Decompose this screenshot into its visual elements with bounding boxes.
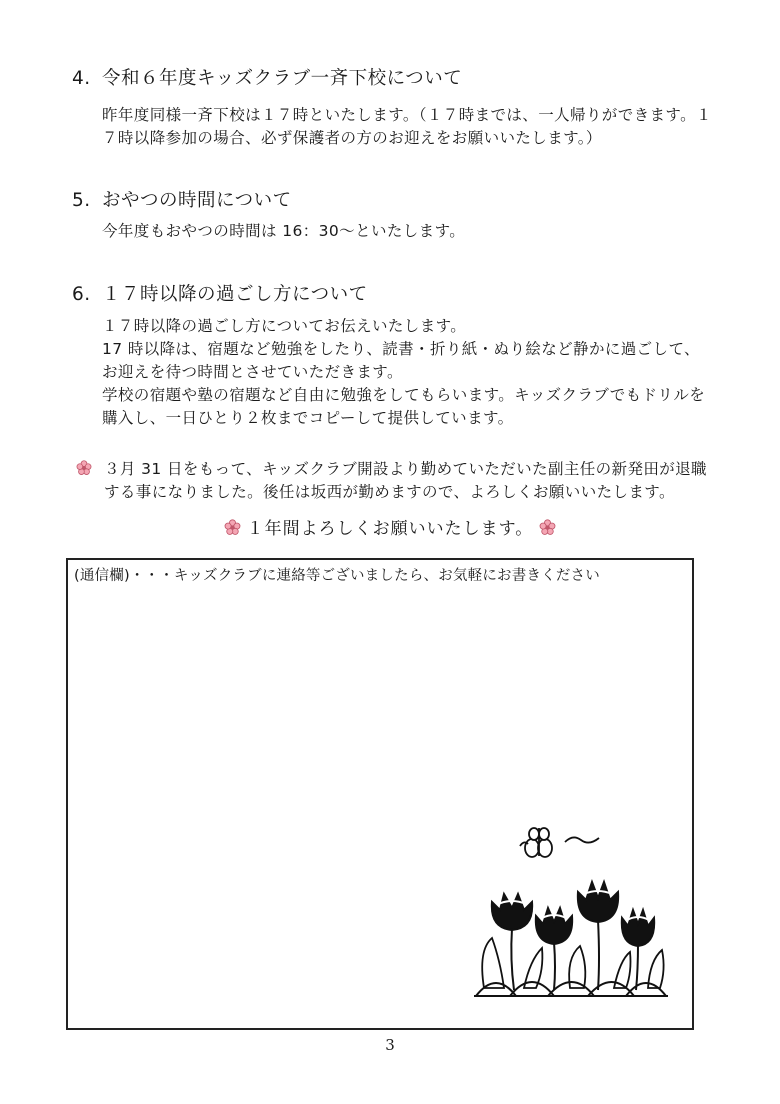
closing-text: １年間よろしくお願いいたします。 (246, 519, 534, 539)
section-4-body (102, 104, 712, 150)
staff-notice-line-2: する事になりました。後任は坂西が勤めますので、よろしくお願いいたします。 (104, 483, 675, 501)
section-6-title: １７時以降の過ごし方について (102, 284, 368, 305)
butterfly-icon (520, 828, 599, 857)
section-5-body (102, 220, 465, 243)
section-5-line-1: 今年度もおやつの時間は 16：30～といたします。 (102, 222, 466, 240)
section-5-number: 5. (72, 190, 91, 211)
section-6-line-5: 購入し、一日ひとり２枚までコピーして提供しています。 (102, 409, 514, 427)
staff-notice (76, 458, 707, 504)
section-5-heading (72, 186, 292, 212)
section-6-line-1: １７時以降の過ごし方についてお伝えいたします。 (102, 317, 467, 335)
flower-icon (76, 460, 92, 476)
flower-icon (539, 519, 556, 536)
section-6-line-3: お迎えを待つ時間とさせていただきます。 (102, 363, 403, 381)
section-6-line-4: 学校の宿題や塾の宿題など自由に勉強をしてもらいます。キッズクラブでもドリルを (102, 386, 706, 404)
section-4-heading (72, 64, 462, 90)
section-4-title: 令和６年度キッズクラブ一斉下校について (102, 68, 463, 89)
tulip-illustration (470, 820, 670, 1010)
section-6-heading (72, 280, 368, 306)
communication-label: (通信欄)・・・キッズクラブに連絡等ございましたら、お気軽にお書きください (74, 568, 600, 584)
section-4-number: 4. (72, 68, 91, 89)
section-5-title: おやつの時間について (102, 190, 292, 211)
staff-notice-line-1: ３月 31 日をもって、キッズクラブ開設より勤めていただいた副主任の新発田が退職 (104, 460, 707, 478)
section-4-line-2: ７時以降参加の場合、必ず保護者の方のお迎えをお願いいたします。） (102, 129, 602, 147)
section-6-line-2: 17 時以降は、宿題など勉強をしたり、読書・折り紙・ぬり絵など静かに過ごして、 (102, 340, 700, 358)
flower-icon (224, 519, 241, 536)
section-4-line-1: 昨年度同様一斉下校は１７時といたします。（１７時までは、一人帰りができます。１ (102, 106, 712, 124)
closing-message (0, 514, 780, 539)
section-6-number: 6. (72, 284, 91, 305)
page-number: 3 (385, 1036, 395, 1054)
section-6-body (102, 315, 705, 430)
